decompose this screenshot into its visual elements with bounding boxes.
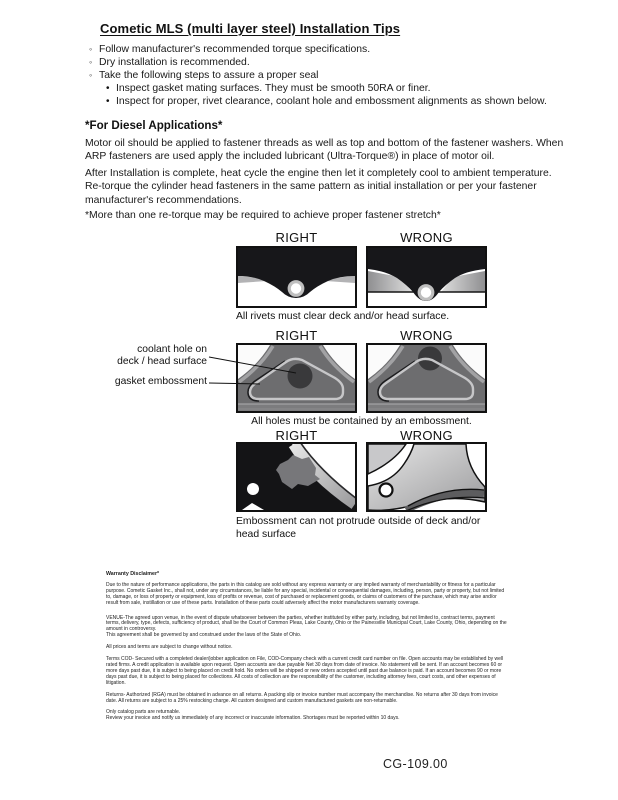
row2-wrong-label: WRONG — [400, 328, 453, 343]
returnable-line: Only catalog parts are returnable. — [106, 709, 181, 716]
annotation-line: coolant hole on — [137, 344, 207, 355]
diesel-paragraph-2: After Installation is complete, heat cycle the engine then let it completely cool to ambient temperature. Re-torque the cylinder head fasteners in the same pattern as initial installation or per your fastener manufacturer's recommendations. — [85, 168, 552, 206]
retorque-note: *More than one re-torque may be required to achieve proper fastener stretch* — [85, 210, 441, 221]
returnable-paragraph — [106, 710, 508, 722]
row2-right-label: RIGHT — [275, 328, 318, 343]
bolt-hole-icon — [380, 484, 393, 497]
coolant-hole-icon — [288, 364, 313, 389]
coolant-hole-annotation — [85, 344, 207, 367]
venue-paragraph — [106, 616, 508, 640]
list-item — [89, 56, 571, 69]
tip-text: Inspect for proper, rivet clearance, coolant hole and embossment alignments as shown below. — [116, 96, 547, 107]
warranty-heading: Warranty Disclaimer* — [106, 571, 160, 577]
bolt-hole-icon — [247, 483, 259, 495]
governing-law-text: This agreement shall be governed by and construed under the laws of the State of Ohio. — [106, 632, 302, 639]
rivet-wrong-panel-diagram — [366, 246, 487, 308]
coolant-right-panel-diagram — [236, 343, 357, 413]
tip-text: Follow manufacturer's recommended torque specifications. — [99, 44, 371, 55]
list-item — [89, 43, 571, 56]
doc-code: CG-109.00 — [383, 757, 448, 771]
rivet-right-panel-diagram — [236, 246, 357, 308]
diesel-section-heading: *For Diesel Applications* — [85, 119, 223, 132]
row3-caption: Embossment can not protrude outside of deck and/or head surface — [236, 516, 481, 540]
row3-wrong-label: WRONG — [400, 428, 453, 443]
annotation-line: deck / head surface — [117, 355, 207, 367]
rivet-icon — [289, 282, 303, 296]
tips-list — [89, 43, 571, 108]
terms-paragraph: Terms COD- Secured with a completed dealer/jobber application on File, COD-Company check with a current credit card number on file. Open accounts may be established by well rated firms. A credit application is available upon request. Open accounts are due payable Net 30 days from date of invoice. No statement will be sent. If an account becomes 60 or more days past due, it is subject to being placed on credit hold. No orders will be shipped or new orders accepted until past due balance is paid. If an account becomes 90 or more days past due, it is subject to being placed for collections. All costs of collection are the responsibility of the customer, including attorney fees, court costs, and other expenses of litigation. — [106, 656, 504, 686]
coolant-wrong-panel-diagram — [366, 343, 487, 413]
tip-text: Dry installation is recommended. — [99, 57, 250, 68]
row2-caption: All holes must be contained by an embossment. — [251, 416, 472, 427]
list-item — [106, 95, 571, 108]
page-title: Cometic MLS (multi layer steel) Installation Tips — [100, 21, 401, 36]
row1-right-label: RIGHT — [275, 230, 318, 245]
row1-caption: All rivets must clear deck and/or head surface. — [236, 311, 450, 322]
diesel-paragraph-1: Motor oil should be applied to fastener threads as well as top and bottom of the fastener washers. When ARP fasteners are used apply the included lubricant (Ultra-Torque®) in place of motor oil. — [85, 138, 564, 163]
warranty-paragraph: Due to the nature of performance applications, the parts in this catalog are sold without any express warranty or any implied warranty of merchantability or fitness for a particular purpose. Cometic Gasket Inc., shall not, under any circumstances, be liable for any special, incidental or consequential damages, including, person, party or property, but not limited to, damage, or loss of property or equipment, loss of profits or revenue, cost of purchased or replacement goods, or claims of customers of the purchase, which may arise and/or result from sale, instillation or use of these parts. Installation of these parts could adversely affect the motor manufacturers warranty coverage. — [106, 581, 505, 606]
prices-notice: All prices and terms are subject to change without notice. — [106, 644, 233, 651]
venue-text: VENUE-The agreed upon venue, in the event of dispute whatsoever between the parties, whether instituted by either party, including, but not limited to, contract terms, payment terms, delivery, type, defects, sufficiency of product, shall be the Court of Common Pleas, Lake County, Ohio or the Painesville Municipal Court, Lake County, Ohio, depending on the amount in controversy. — [106, 614, 507, 633]
gasket-embossment-annotation: gasket embossment — [114, 376, 207, 387]
warranty-disclaimer-section — [106, 572, 508, 728]
tip-text: Take the following steps to assure a proper seal — [99, 70, 319, 81]
rivet-icon — [419, 286, 433, 300]
row3-right-label: RIGHT — [275, 428, 318, 443]
returns-paragraph: Returns- Authorized (RGA) must be obtained in advance on all returns. A packing slip or invoice number must accompany the merchandise. No returns after 30 days from invoice date. All returns are subject to a 25% restocking charge. All custom designed and custom manufactured gaskets are non-returnable. — [106, 691, 498, 704]
list-item — [106, 82, 571, 95]
invoice-review-line: Review your invoice and notify us immediately of any incorrect or inaccurate information. Shortages must be reported within 10 days. — [106, 715, 400, 722]
list-item — [89, 69, 571, 82]
tip-text: Inspect gasket mating surfaces. They must be smooth 50RA or finer. — [116, 83, 431, 94]
embossment-wrong-panel-diagram — [366, 442, 487, 512]
embossment-right-panel-diagram — [236, 442, 357, 512]
row1-wrong-label: WRONG — [400, 230, 453, 245]
